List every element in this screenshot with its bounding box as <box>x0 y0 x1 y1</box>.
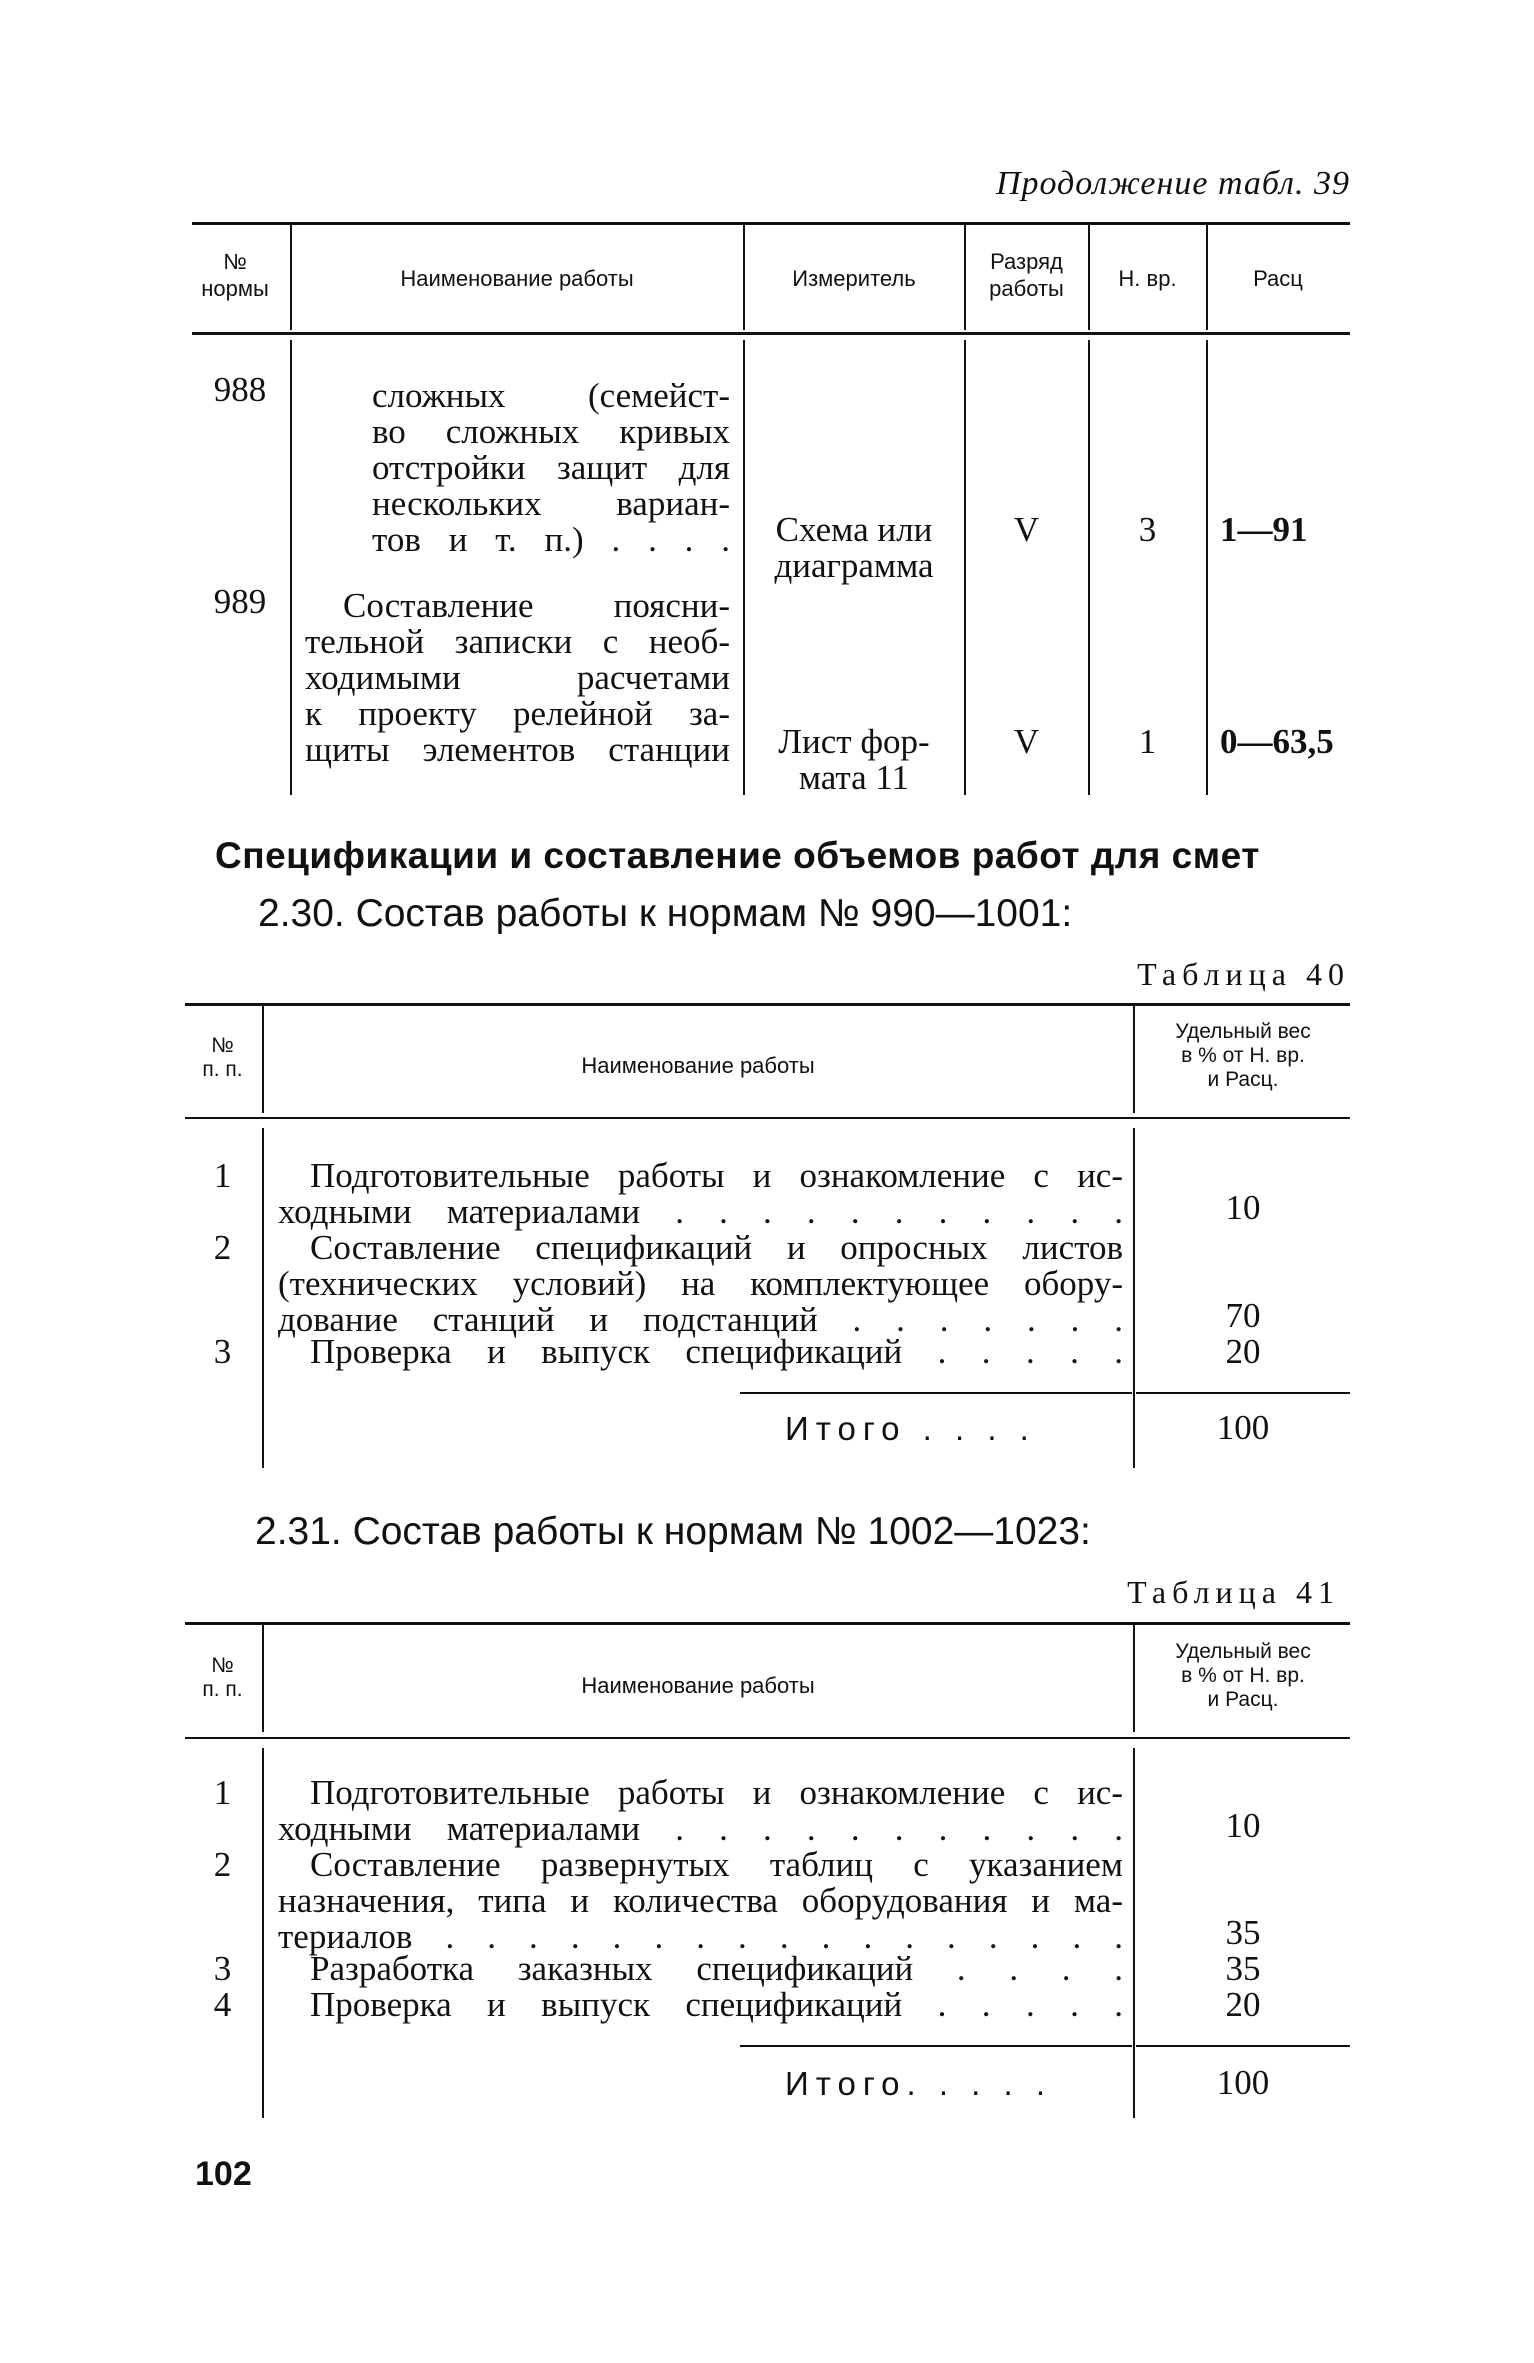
text-line: Составление спецификаций и опросных листов <box>310 1228 1123 1267</box>
total-rule <box>740 2045 1132 2047</box>
work-name <box>310 1951 1123 1987</box>
table-41-heading: 2.31. Состав работы к нормам № 1002—1023: <box>255 1510 1091 1553</box>
row-number: 4 <box>213 1985 232 2024</box>
text-line: Разработка заказных спецификаций . . . . <box>310 1949 1123 1988</box>
grade: V <box>1013 510 1040 549</box>
rate: 0—63,5 <box>1220 722 1334 761</box>
text-line: териалов . . . . . . . . . . . . . . . . . <box>278 1917 1123 1956</box>
text-line: ходными материалами . . . . . . . . . . . <box>278 1809 1123 1848</box>
col-divider <box>1133 1128 1135 1468</box>
text-line: отстройки защит для <box>372 448 730 487</box>
header-num: № п. п. <box>202 1654 243 1701</box>
continuation-caption: Продолжение табл. 39 <box>995 165 1350 202</box>
text-line: Подготовительные работы и ознакомление с ис- <box>310 1156 1123 1195</box>
total-rule <box>740 1392 1132 1394</box>
text-line: во сложных кривых <box>372 412 730 451</box>
total-rule <box>1136 1392 1350 1394</box>
text-line: Проверка и выпуск спецификаций . . . . . <box>310 1985 1123 2024</box>
text-line: к проекту релейной за- <box>305 694 730 733</box>
work-name <box>310 1987 1123 2023</box>
unit <box>745 512 963 584</box>
col-divider <box>262 1624 264 1732</box>
table-header-rule <box>185 1737 1350 1739</box>
hours: 1 <box>1138 722 1157 761</box>
weight: 20 <box>1225 1332 1261 1371</box>
table-40-heading: 2.30. Состав работы к нормам № 990—1001: <box>258 892 1073 935</box>
weight: 20 <box>1225 1985 1261 2024</box>
table-40-label: Таблица 40 <box>1137 956 1350 992</box>
rate: 1—91 <box>1220 510 1308 549</box>
col-divider <box>1133 1624 1135 1732</box>
col-divider <box>262 1128 264 1468</box>
text-line: сложных (семейст- <box>372 376 730 415</box>
grade: V <box>1013 722 1040 761</box>
text-line: тельной записки с необ- <box>305 622 730 661</box>
weight: 10 <box>1225 1806 1261 1845</box>
header-name: Наименование работы <box>581 1673 815 1698</box>
text-line: диаграмма <box>774 546 934 585</box>
norm-number: 988 <box>213 370 267 409</box>
work-name <box>278 1847 1123 1955</box>
text-line: Схема или <box>775 510 933 549</box>
total-value: 100 <box>1216 2063 1270 2102</box>
text-line: Составление поясни- <box>343 586 730 625</box>
table-top-rule <box>192 222 1350 225</box>
col-divider <box>262 1005 264 1113</box>
table-top-rule <box>185 1003 1350 1006</box>
header-hours: Н. вр. <box>1118 266 1177 291</box>
row-number: 3 <box>213 1949 232 1988</box>
text-line: ходными материалами . . . . . . . . . . . <box>278 1192 1123 1231</box>
row-number: 1 <box>213 1156 232 1195</box>
weight: 70 <box>1225 1296 1261 1335</box>
text-line: дование станций и подстанций . . . . . . . <box>278 1300 1123 1339</box>
row-number: 2 <box>213 1845 232 1884</box>
page-number: 102 <box>195 2155 252 2193</box>
norm-number: 989 <box>213 582 267 621</box>
text-line: нескольких вариан- <box>372 484 730 523</box>
text-line: (технических условий) на комплектующее обору- <box>278 1264 1123 1303</box>
col-divider <box>1206 340 1208 795</box>
text-line: мата 11 <box>798 758 910 797</box>
table-top-rule <box>185 1622 1350 1625</box>
table-header-rule <box>185 1117 1350 1119</box>
text-line: щиты элементов станции <box>305 730 730 769</box>
hours: 3 <box>1138 510 1157 549</box>
weight: 35 <box>1225 1913 1261 1952</box>
weight: 10 <box>1225 1188 1261 1227</box>
header-weight: Удельный вес в % от Н. вр. и Расц. <box>1175 1020 1311 1091</box>
header-unit: Измеритель <box>792 266 916 291</box>
text-line: тов и т. п.) . . . . <box>372 520 730 559</box>
total-rule <box>1136 2045 1350 2047</box>
row-number: 2 <box>213 1228 232 1267</box>
header-num: № п. п. <box>202 1034 243 1081</box>
text-line: Подготовительные работы и ознакомление с ис- <box>310 1773 1123 1812</box>
table-41-label: Таблица 41 <box>1127 1574 1340 1610</box>
work-name <box>278 1158 1123 1230</box>
text-line: Лист фор- <box>778 722 930 761</box>
col-divider <box>290 340 292 795</box>
header-name: Наименование работы <box>581 1053 815 1078</box>
total-label: Итого. . . . . <box>785 2065 1052 2102</box>
header-num: № нормы <box>201 249 269 301</box>
col-divider <box>1133 1005 1135 1113</box>
text-line: назначения, типа и количества оборудования и ма- <box>278 1881 1123 1920</box>
header-weight: Удельный вес в % от Н. вр. и Расц. <box>1175 1640 1311 1711</box>
text-line: ходимыми расчетами <box>305 658 730 697</box>
header-grade: Разряд работы <box>989 249 1064 301</box>
work-name <box>305 588 730 768</box>
text-line: Проверка и выпуск спецификаций . . . . . <box>310 1332 1123 1371</box>
col-divider <box>262 1748 264 2118</box>
total-value: 100 <box>1216 1408 1270 1447</box>
row-number: 1 <box>213 1773 232 1812</box>
text-line: Составление развернутых таблиц с указанием <box>310 1845 1123 1884</box>
work-name <box>372 378 730 558</box>
unit <box>745 724 963 796</box>
header-rate: Расц <box>1253 266 1303 291</box>
work-name <box>278 1230 1123 1338</box>
header-name: Наименование работы <box>400 266 634 291</box>
work-name <box>278 1775 1123 1847</box>
row-number: 3 <box>213 1332 232 1371</box>
total-label: Итого . . . . <box>785 1410 1036 1447</box>
weight: 35 <box>1225 1949 1261 1988</box>
section-title: Спецификации и составление объемов работ для смет <box>215 835 1260 876</box>
table-header-rule <box>192 332 1350 335</box>
work-name <box>310 1334 1123 1370</box>
col-divider <box>1133 1748 1135 2118</box>
